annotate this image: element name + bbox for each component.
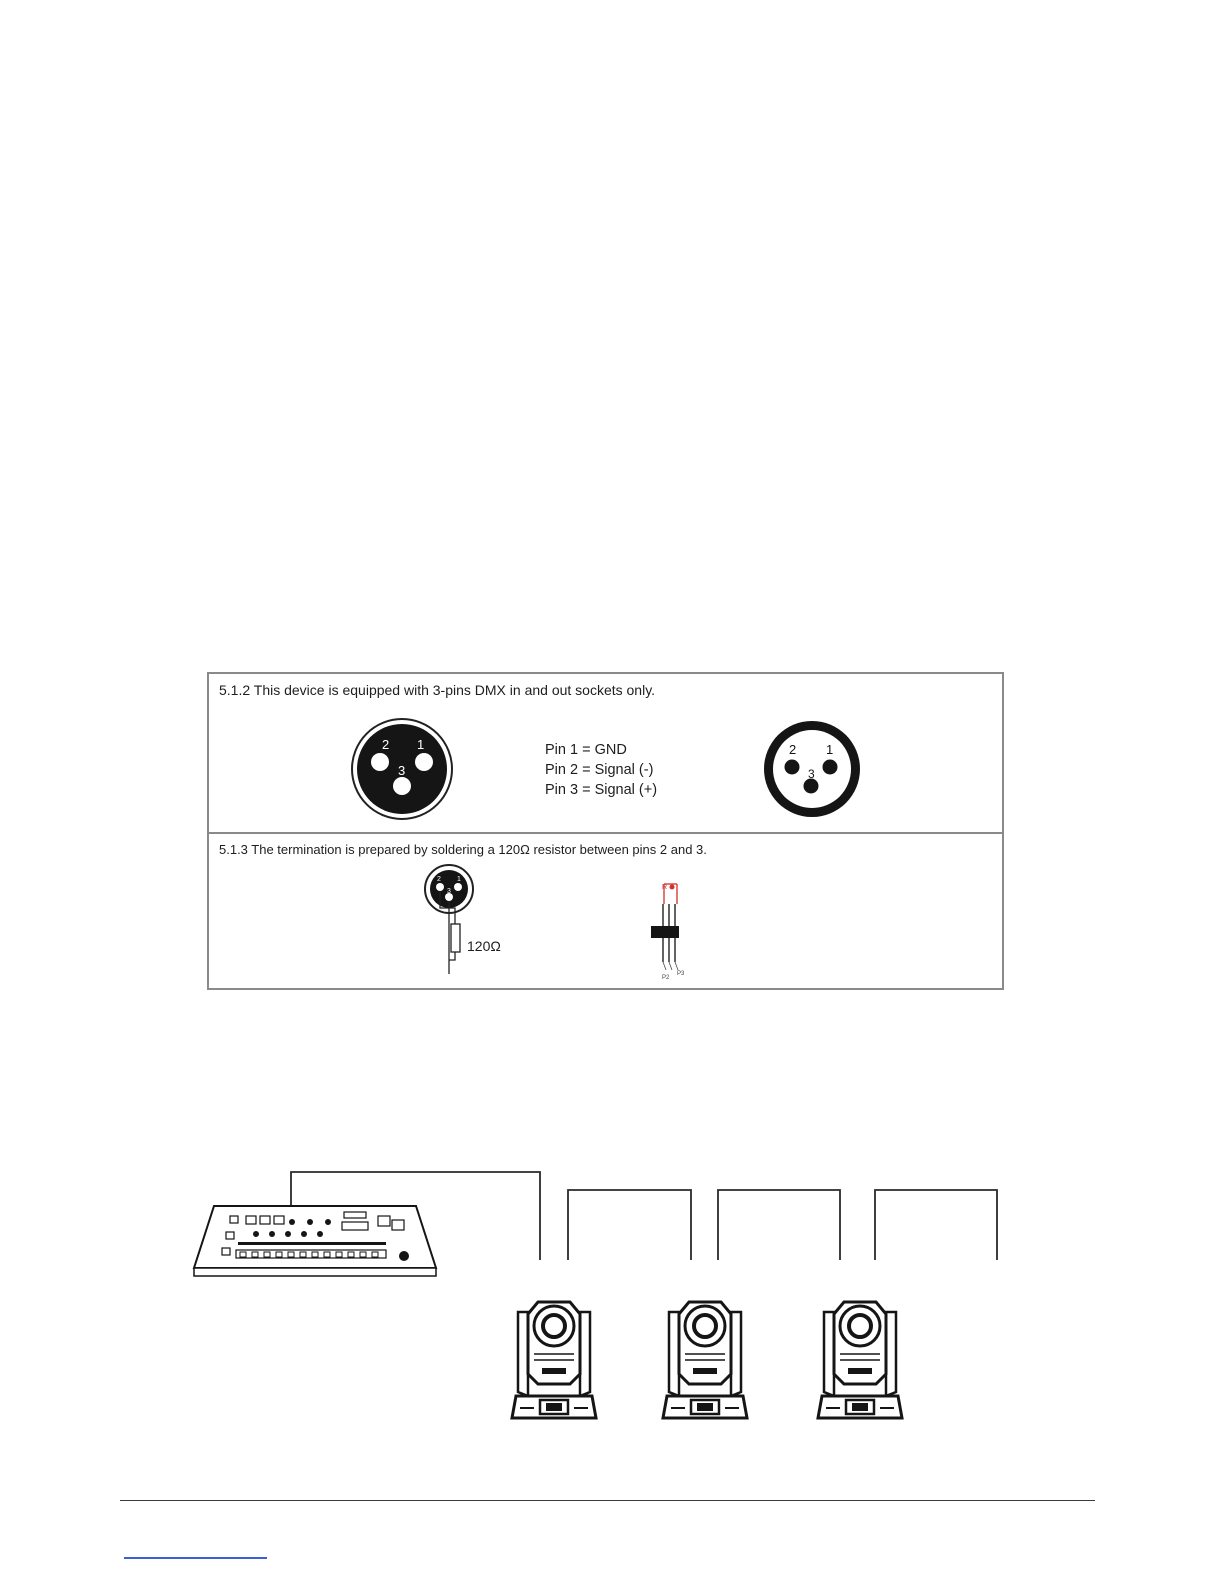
box-divider [209, 832, 1002, 834]
plug-pin-label-3: 3 [447, 888, 451, 895]
moving-head-light-icon-1 [512, 1302, 596, 1418]
moving-head-light-icon-2 [663, 1302, 747, 1418]
footer-link-underline[interactable] [124, 1557, 267, 1559]
dmx-controller-icon [194, 1206, 436, 1276]
footer-rule [120, 1500, 1095, 1501]
female-pin-label-1: 1 [826, 742, 834, 757]
female-xlr-connector-icon [759, 716, 865, 822]
female-pin-label-3: 3 [808, 767, 815, 781]
termination-plug-icon [419, 864, 479, 976]
dmx-connector-box [207, 672, 1004, 990]
female-pin-label-2: 2 [789, 742, 797, 757]
resistor-value-label: 120Ω [467, 938, 501, 954]
pin-2-assignment: Pin 2 = Signal (-) [545, 762, 654, 778]
moving-head-light-icon-3 [818, 1302, 902, 1418]
pin-3-assignment: Pin 3 = Signal (+) [545, 782, 658, 798]
male-xlr-connector-icon [349, 716, 455, 822]
detail-label-p2: P2 [662, 975, 670, 981]
plug-pin-label-1: 1 [457, 876, 461, 883]
male-pin-label-1: 1 [417, 737, 425, 752]
detail-label-r: R [662, 884, 668, 891]
plug-pin-label-2: 2 [437, 876, 441, 883]
dmx-wiring-diagram [0, 1160, 1224, 1430]
pin-assignment-list [545, 740, 657, 800]
male-pin-label-3: 3 [398, 763, 406, 778]
detail-label-p3: P3 [677, 971, 685, 977]
solder-detail-icon [649, 874, 719, 984]
pin-1-assignment: Pin 1 = GND [545, 742, 627, 758]
section-heading-5-1-2: 5.1.2 This device is equipped with 3-pins DMX in and out sockets only. [219, 682, 656, 698]
male-pin-label-2: 2 [382, 737, 390, 752]
section-heading-5-1-3: 5.1.3 The termination is prepared by soldering a 120Ω resistor between pins 2 and 3. [219, 842, 707, 857]
